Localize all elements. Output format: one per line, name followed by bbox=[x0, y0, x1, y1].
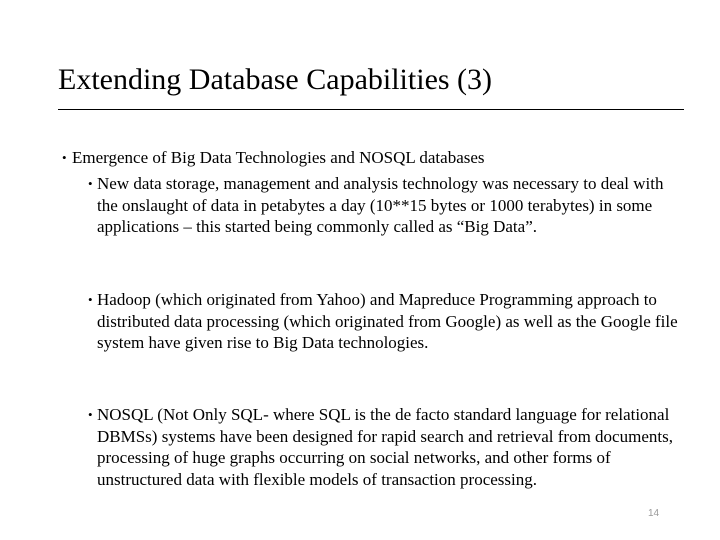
main-bullet bbox=[62, 147, 702, 169]
sub-bullet-nosql bbox=[88, 404, 688, 490]
page-number: 14 bbox=[648, 508, 660, 519]
sub-bullet-text: NOSQL (Not Only SQL- where SQL is the de facto standard language for relational DBMSs) systems have been designed for rapid search and retrieval from documents, processing of huge graphs occurring on social networks, and other forms of unstructured data with flexible models of transaction processing. bbox=[97, 405, 673, 489]
sub-bullet-text: New data storage, management and analysis technology was necessary to deal with the onslaught of data in petabytes a day (10**15 bytes or 1000 terabytes) in some applications – this started being commonly called as “Big Data”. bbox=[97, 174, 664, 236]
slide-title: Extending Database Capabilities (3) bbox=[58, 63, 493, 96]
bullet-icon: • bbox=[62, 150, 67, 165]
bullet-icon: • bbox=[88, 176, 93, 191]
title-divider bbox=[58, 109, 684, 110]
main-bullet-text: Emergence of Big Data Technologies and NOSQL databases bbox=[72, 148, 485, 167]
bullet-icon: • bbox=[88, 292, 93, 307]
sub-bullet-big-data bbox=[88, 173, 688, 238]
sub-bullet-hadoop bbox=[88, 289, 688, 354]
bullet-icon: • bbox=[88, 407, 93, 422]
sub-bullet-text: Hadoop (which originated from Yahoo) and Mapreduce Programming approach to distributed data processing (which originated from Google) as well as the Google file system have given rise to Big Data technologies. bbox=[97, 290, 678, 352]
